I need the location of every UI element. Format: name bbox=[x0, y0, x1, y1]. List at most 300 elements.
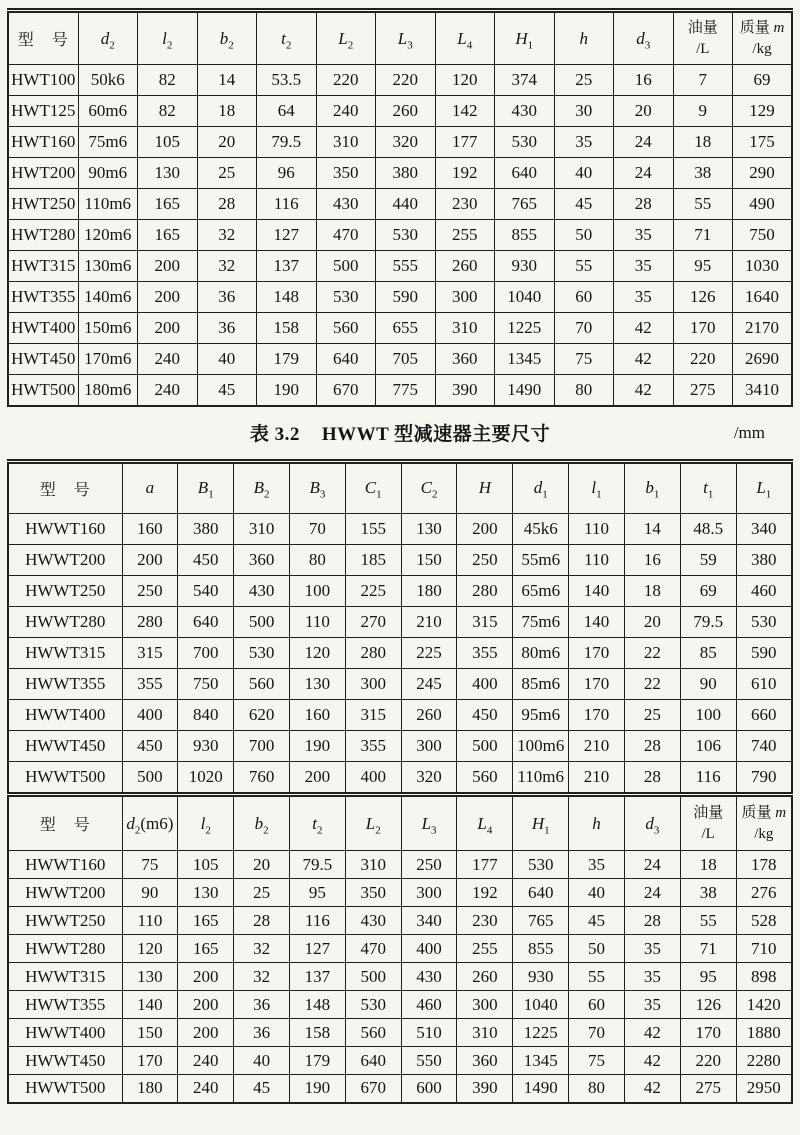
value-cell: 640 bbox=[316, 344, 376, 375]
table-row bbox=[8, 730, 792, 761]
value-cell: 1420 bbox=[736, 991, 792, 1019]
value-cell: 28 bbox=[624, 730, 680, 761]
value-cell: 130 bbox=[289, 668, 345, 699]
value-cell: 200 bbox=[178, 963, 234, 991]
model-cell: HWT400 bbox=[8, 313, 78, 344]
value-cell: 45 bbox=[234, 1075, 290, 1103]
header-cell: $l_1$ bbox=[569, 461, 625, 513]
hwt-main-dimensions-table bbox=[7, 8, 793, 407]
value-cell: 280 bbox=[122, 606, 178, 637]
header-cell: $B_1$ bbox=[178, 461, 234, 513]
value-cell: 350 bbox=[316, 158, 376, 189]
value-cell: 240 bbox=[178, 1047, 234, 1075]
value-cell: 2280 bbox=[736, 1047, 792, 1075]
value-cell: 220 bbox=[316, 65, 376, 96]
header-cell: a bbox=[122, 461, 178, 513]
value-cell: 150 bbox=[122, 1019, 178, 1047]
value-cell: 276 bbox=[736, 879, 792, 907]
model-cell: HWWT450 bbox=[8, 730, 122, 761]
value-cell: 360 bbox=[234, 544, 290, 575]
value-cell: 220 bbox=[673, 344, 733, 375]
table-row bbox=[8, 282, 792, 313]
value-cell: 280 bbox=[345, 637, 401, 668]
value-cell: 110 bbox=[122, 907, 178, 935]
value-cell: 200 bbox=[289, 761, 345, 792]
value-cell: 700 bbox=[178, 637, 234, 668]
value-cell: 110m6 bbox=[78, 189, 138, 220]
value-cell: 840 bbox=[178, 699, 234, 730]
value-cell: 640 bbox=[178, 606, 234, 637]
table-caption bbox=[250, 419, 550, 446]
value-cell: 750 bbox=[733, 220, 793, 251]
value-cell: 310 bbox=[234, 513, 290, 544]
value-cell: 28 bbox=[234, 907, 290, 935]
value-cell: 24 bbox=[624, 879, 680, 907]
header-cell: $H_1$ bbox=[513, 795, 569, 851]
hwwt-main-dimensions-table-upper bbox=[7, 459, 793, 793]
value-cell: 500 bbox=[234, 606, 290, 637]
table-row bbox=[8, 991, 792, 1019]
value-cell: 640 bbox=[345, 1047, 401, 1075]
header-cell: $B_2$ bbox=[234, 461, 290, 513]
model-cell: HWWT500 bbox=[8, 761, 122, 792]
value-cell: 53.5 bbox=[257, 65, 317, 96]
value-cell: 179 bbox=[289, 1047, 345, 1075]
value-cell: 20 bbox=[614, 96, 674, 127]
value-cell: 390 bbox=[435, 375, 495, 406]
value-cell: 200 bbox=[178, 991, 234, 1019]
value-cell: 470 bbox=[345, 935, 401, 963]
table-row bbox=[8, 1019, 792, 1047]
value-cell: 270 bbox=[345, 606, 401, 637]
value-cell: 340 bbox=[736, 513, 792, 544]
value-cell: 440 bbox=[376, 189, 436, 220]
table-row bbox=[8, 544, 792, 575]
model-cell: HWWT160 bbox=[8, 513, 122, 544]
model-cell: HWT450 bbox=[8, 344, 78, 375]
value-cell: 855 bbox=[495, 220, 555, 251]
model-cell: HWT250 bbox=[8, 189, 78, 220]
value-cell: 640 bbox=[513, 879, 569, 907]
value-cell: 710 bbox=[736, 935, 792, 963]
value-cell: 120m6 bbox=[78, 220, 138, 251]
header-cell: $L_3$ bbox=[376, 11, 436, 65]
value-cell: 42 bbox=[614, 375, 674, 406]
value-cell: 190 bbox=[257, 375, 317, 406]
value-cell: 250 bbox=[401, 851, 457, 879]
value-cell: 100 bbox=[680, 699, 736, 730]
table-row bbox=[8, 375, 792, 406]
table-row bbox=[8, 65, 792, 96]
value-cell: 528 bbox=[736, 907, 792, 935]
value-cell: 160 bbox=[289, 699, 345, 730]
value-cell: 79.5 bbox=[257, 127, 317, 158]
value-cell: 59 bbox=[680, 544, 736, 575]
value-cell: 178 bbox=[736, 851, 792, 879]
value-cell: 70 bbox=[289, 513, 345, 544]
value-cell: 3410 bbox=[733, 375, 793, 406]
value-cell: 530 bbox=[234, 637, 290, 668]
value-cell: 35 bbox=[554, 127, 614, 158]
value-cell: 18 bbox=[680, 851, 736, 879]
value-cell: 255 bbox=[435, 220, 495, 251]
value-cell: 765 bbox=[513, 907, 569, 935]
value-cell: 170 bbox=[673, 313, 733, 344]
value-cell: 310 bbox=[457, 1019, 513, 1047]
value-cell: 96 bbox=[257, 158, 317, 189]
value-cell: 260 bbox=[457, 963, 513, 991]
value-cell: 71 bbox=[673, 220, 733, 251]
value-cell: 240 bbox=[138, 344, 198, 375]
value-cell: 200 bbox=[122, 544, 178, 575]
value-cell: 127 bbox=[257, 220, 317, 251]
table-title: HWWT 型减速器主要尺寸 bbox=[321, 424, 551, 445]
value-cell: 116 bbox=[680, 761, 736, 792]
value-cell: 530 bbox=[376, 220, 436, 251]
value-cell: 130 bbox=[138, 158, 198, 189]
value-cell: 14 bbox=[624, 513, 680, 544]
table-row bbox=[8, 189, 792, 220]
value-cell: 180 bbox=[122, 1075, 178, 1103]
value-cell: 310 bbox=[435, 313, 495, 344]
value-cell: 1225 bbox=[513, 1019, 569, 1047]
value-cell: 100 bbox=[289, 575, 345, 606]
value-cell: 390 bbox=[457, 1075, 513, 1103]
value-cell: 2690 bbox=[733, 344, 793, 375]
value-cell: 1030 bbox=[733, 251, 793, 282]
value-cell: 140 bbox=[569, 575, 625, 606]
model-cell: HWT125 bbox=[8, 96, 78, 127]
value-cell: 430 bbox=[234, 575, 290, 606]
value-cell: 430 bbox=[316, 189, 376, 220]
table-row bbox=[8, 575, 792, 606]
value-cell: 110 bbox=[569, 544, 625, 575]
value-cell: 230 bbox=[435, 189, 495, 220]
value-cell: 655 bbox=[376, 313, 436, 344]
value-cell: 190 bbox=[289, 1075, 345, 1103]
value-cell: 40 bbox=[554, 158, 614, 189]
value-cell: 200 bbox=[138, 282, 198, 313]
value-cell: 48.5 bbox=[680, 513, 736, 544]
value-cell: 35 bbox=[624, 991, 680, 1019]
value-cell: 36 bbox=[234, 1019, 290, 1047]
table-row bbox=[8, 513, 792, 544]
header-cell: $H_1$ bbox=[495, 11, 555, 65]
value-cell: 640 bbox=[495, 158, 555, 189]
value-cell: 142 bbox=[435, 96, 495, 127]
header-cell: $d_3$ bbox=[624, 795, 680, 851]
value-cell: 7 bbox=[673, 65, 733, 96]
model-cell: HWT315 bbox=[8, 251, 78, 282]
value-cell: 210 bbox=[569, 730, 625, 761]
value-cell: 106 bbox=[680, 730, 736, 761]
value-cell: 137 bbox=[257, 251, 317, 282]
value-cell: 14 bbox=[197, 65, 257, 96]
value-cell: 310 bbox=[345, 851, 401, 879]
header-cell: $d_3$ bbox=[614, 11, 674, 65]
value-cell: 530 bbox=[495, 127, 555, 158]
table-row bbox=[8, 761, 792, 792]
value-cell: 155 bbox=[345, 513, 401, 544]
value-cell: 64 bbox=[257, 96, 317, 127]
value-cell: 670 bbox=[345, 1075, 401, 1103]
value-cell: 70 bbox=[569, 1019, 625, 1047]
model-cell: HWWT400 bbox=[8, 699, 122, 730]
table-row bbox=[8, 251, 792, 282]
table-row bbox=[8, 637, 792, 668]
value-cell: 18 bbox=[197, 96, 257, 127]
header-cell: $t_1$ bbox=[680, 461, 736, 513]
value-cell: 530 bbox=[736, 606, 792, 637]
model-cell: HWWT500 bbox=[8, 1075, 122, 1103]
value-cell: 40 bbox=[234, 1047, 290, 1075]
value-cell: 50 bbox=[554, 220, 614, 251]
value-cell: 130m6 bbox=[78, 251, 138, 282]
value-cell: 705 bbox=[376, 344, 436, 375]
value-cell: 660 bbox=[736, 699, 792, 730]
value-cell: 140m6 bbox=[78, 282, 138, 313]
value-cell: 70 bbox=[554, 313, 614, 344]
value-cell: 200 bbox=[138, 313, 198, 344]
value-cell: 1490 bbox=[495, 375, 555, 406]
model-cell: HWWT250 bbox=[8, 575, 122, 606]
value-cell: 380 bbox=[736, 544, 792, 575]
value-cell: 855 bbox=[513, 935, 569, 963]
value-cell: 65m6 bbox=[513, 575, 569, 606]
value-cell: 130 bbox=[122, 963, 178, 991]
header-cell: 型 号 bbox=[8, 11, 78, 65]
value-cell: 450 bbox=[122, 730, 178, 761]
value-cell: 230 bbox=[457, 907, 513, 935]
value-cell: 85m6 bbox=[513, 668, 569, 699]
header-cell: 油量 /L bbox=[673, 11, 733, 65]
value-cell: 126 bbox=[680, 991, 736, 1019]
value-cell: 165 bbox=[138, 220, 198, 251]
table-row bbox=[8, 96, 792, 127]
value-cell: 95m6 bbox=[513, 699, 569, 730]
model-cell: HWWT315 bbox=[8, 637, 122, 668]
value-cell: 24 bbox=[624, 851, 680, 879]
value-cell: 95 bbox=[289, 879, 345, 907]
value-cell: 18 bbox=[673, 127, 733, 158]
value-cell: 460 bbox=[401, 991, 457, 1019]
value-cell: 200 bbox=[178, 1019, 234, 1047]
value-cell: 35 bbox=[569, 851, 625, 879]
value-cell: 140 bbox=[569, 606, 625, 637]
value-cell: 25 bbox=[197, 158, 257, 189]
value-cell: 380 bbox=[178, 513, 234, 544]
header-cell: $b_1$ bbox=[624, 461, 680, 513]
header-row bbox=[8, 795, 792, 851]
value-cell: 290 bbox=[733, 158, 793, 189]
value-cell: 355 bbox=[457, 637, 513, 668]
model-cell: HWWT315 bbox=[8, 963, 122, 991]
value-cell: 1640 bbox=[733, 282, 793, 313]
value-cell: 75m6 bbox=[513, 606, 569, 637]
table-row bbox=[8, 668, 792, 699]
value-cell: 82 bbox=[138, 96, 198, 127]
value-cell: 36 bbox=[197, 313, 257, 344]
value-cell: 177 bbox=[457, 851, 513, 879]
value-cell: 28 bbox=[624, 761, 680, 792]
value-cell: 116 bbox=[257, 189, 317, 220]
value-cell: 55 bbox=[554, 251, 614, 282]
value-cell: 1040 bbox=[513, 991, 569, 1019]
model-cell: HWWT355 bbox=[8, 668, 122, 699]
value-cell: 179 bbox=[257, 344, 317, 375]
value-cell: 35 bbox=[624, 935, 680, 963]
header-cell: 油量 /L bbox=[680, 795, 736, 851]
value-cell: 360 bbox=[435, 344, 495, 375]
value-cell: 930 bbox=[495, 251, 555, 282]
value-cell: 42 bbox=[614, 344, 674, 375]
header-cell: $L_2$ bbox=[316, 11, 376, 65]
value-cell: 110 bbox=[569, 513, 625, 544]
value-cell: 116 bbox=[289, 907, 345, 935]
value-cell: 550 bbox=[401, 1047, 457, 1075]
value-cell: 220 bbox=[680, 1047, 736, 1075]
value-cell: 260 bbox=[435, 251, 495, 282]
value-cell: 2950 bbox=[736, 1075, 792, 1103]
header-cell: $C_2$ bbox=[401, 461, 457, 513]
value-cell: 80 bbox=[569, 1075, 625, 1103]
value-cell: 20 bbox=[234, 851, 290, 879]
value-cell: 105 bbox=[138, 127, 198, 158]
header-cell: 质量 m /kg bbox=[733, 11, 793, 65]
value-cell: 140 bbox=[122, 991, 178, 1019]
value-cell: 460 bbox=[736, 575, 792, 606]
value-cell: 530 bbox=[345, 991, 401, 1019]
model-cell: HWT500 bbox=[8, 375, 78, 406]
value-cell: 470 bbox=[316, 220, 376, 251]
value-cell: 560 bbox=[234, 668, 290, 699]
value-cell: 750 bbox=[178, 668, 234, 699]
table-row bbox=[8, 963, 792, 991]
value-cell: 560 bbox=[457, 761, 513, 792]
value-cell: 16 bbox=[624, 544, 680, 575]
table-number: 表 3.2 bbox=[249, 424, 300, 445]
value-cell: 315 bbox=[345, 699, 401, 730]
value-cell: 1345 bbox=[495, 344, 555, 375]
value-cell: 45 bbox=[569, 907, 625, 935]
value-cell: 500 bbox=[345, 963, 401, 991]
value-cell: 225 bbox=[401, 637, 457, 668]
value-cell: 148 bbox=[257, 282, 317, 313]
value-cell: 165 bbox=[178, 907, 234, 935]
value-cell: 137 bbox=[289, 963, 345, 991]
value-cell: 90 bbox=[122, 879, 178, 907]
value-cell: 75 bbox=[569, 1047, 625, 1075]
value-cell: 210 bbox=[401, 606, 457, 637]
value-cell: 35 bbox=[614, 251, 674, 282]
table-row bbox=[8, 907, 792, 935]
value-cell: 25 bbox=[554, 65, 614, 96]
value-cell: 400 bbox=[345, 761, 401, 792]
model-cell: HWWT400 bbox=[8, 1019, 122, 1047]
table-row bbox=[8, 699, 792, 730]
value-cell: 510 bbox=[401, 1019, 457, 1047]
value-cell: 165 bbox=[138, 189, 198, 220]
value-cell: 500 bbox=[316, 251, 376, 282]
value-cell: 75 bbox=[122, 851, 178, 879]
header-cell: $L_1$ bbox=[736, 461, 792, 513]
value-cell: 32 bbox=[197, 251, 257, 282]
value-cell: 1490 bbox=[513, 1075, 569, 1103]
value-cell: 355 bbox=[345, 730, 401, 761]
value-cell: 150 bbox=[401, 544, 457, 575]
model-cell: HWT100 bbox=[8, 65, 78, 96]
value-cell: 700 bbox=[234, 730, 290, 761]
value-cell: 430 bbox=[345, 907, 401, 935]
value-cell: 55m6 bbox=[513, 544, 569, 575]
value-cell: 170 bbox=[569, 668, 625, 699]
table-row bbox=[8, 313, 792, 344]
value-cell: 530 bbox=[316, 282, 376, 313]
table-row bbox=[8, 127, 792, 158]
value-cell: 930 bbox=[513, 963, 569, 991]
value-cell: 60 bbox=[554, 282, 614, 313]
header-cell: $b_2$ bbox=[234, 795, 290, 851]
value-cell: 95 bbox=[680, 963, 736, 991]
value-cell: 170m6 bbox=[78, 344, 138, 375]
value-cell: 20 bbox=[624, 606, 680, 637]
value-cell: 560 bbox=[345, 1019, 401, 1047]
header-row bbox=[8, 11, 792, 65]
value-cell: 25 bbox=[234, 879, 290, 907]
model-cell: HWWT450 bbox=[8, 1047, 122, 1075]
value-cell: 177 bbox=[435, 127, 495, 158]
header-cell: 型 号 bbox=[8, 461, 122, 513]
value-cell: 42 bbox=[624, 1075, 680, 1103]
value-cell: 32 bbox=[197, 220, 257, 251]
value-cell: 82 bbox=[138, 65, 198, 96]
value-cell: 260 bbox=[376, 96, 436, 127]
header-cell: $b_2$ bbox=[197, 11, 257, 65]
value-cell: 300 bbox=[401, 879, 457, 907]
value-cell: 1020 bbox=[178, 761, 234, 792]
value-cell: 1040 bbox=[495, 282, 555, 313]
value-cell: 40 bbox=[197, 344, 257, 375]
value-cell: 69 bbox=[733, 65, 793, 96]
value-cell: 38 bbox=[673, 158, 733, 189]
value-cell: 275 bbox=[680, 1075, 736, 1103]
value-cell: 170 bbox=[569, 637, 625, 668]
value-cell: 36 bbox=[234, 991, 290, 1019]
value-cell: 129 bbox=[733, 96, 793, 127]
value-cell: 260 bbox=[401, 699, 457, 730]
value-cell: 620 bbox=[234, 699, 290, 730]
value-cell: 28 bbox=[614, 189, 674, 220]
value-cell: 250 bbox=[122, 575, 178, 606]
value-cell: 80m6 bbox=[513, 637, 569, 668]
value-cell: 22 bbox=[624, 668, 680, 699]
value-cell: 90m6 bbox=[78, 158, 138, 189]
value-cell: 300 bbox=[457, 991, 513, 1019]
value-cell: 200 bbox=[138, 251, 198, 282]
value-cell: 600 bbox=[401, 1075, 457, 1103]
value-cell: 500 bbox=[122, 761, 178, 792]
value-cell: 79.5 bbox=[289, 851, 345, 879]
value-cell: 32 bbox=[234, 963, 290, 991]
value-cell: 45 bbox=[197, 375, 257, 406]
table-caption-row bbox=[7, 407, 793, 459]
value-cell: 50k6 bbox=[78, 65, 138, 96]
value-cell: 790 bbox=[736, 761, 792, 792]
value-cell: 740 bbox=[736, 730, 792, 761]
value-cell: 130 bbox=[401, 513, 457, 544]
value-cell: 148 bbox=[289, 991, 345, 1019]
value-cell: 36 bbox=[197, 282, 257, 313]
